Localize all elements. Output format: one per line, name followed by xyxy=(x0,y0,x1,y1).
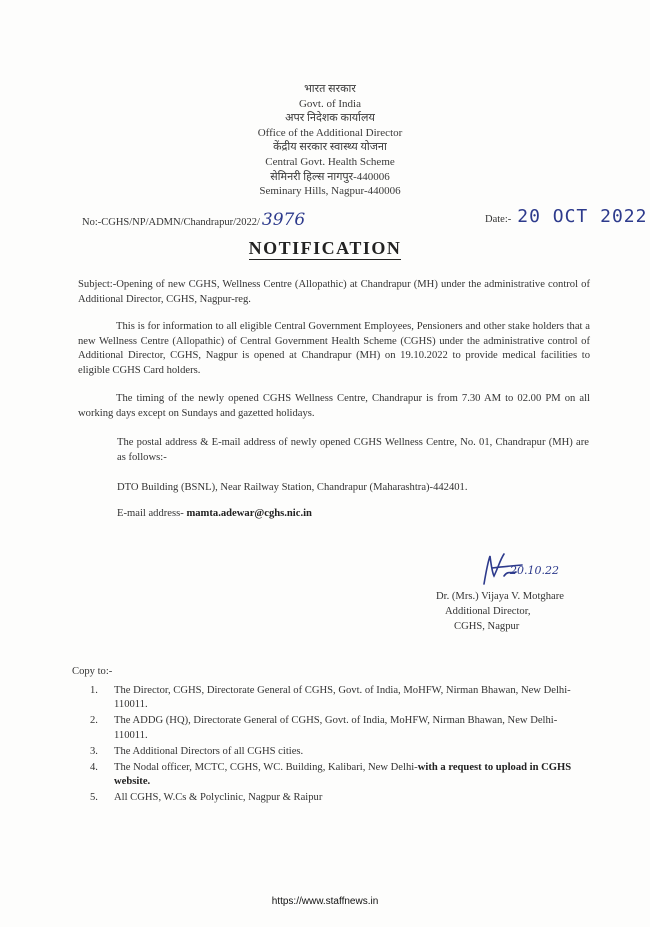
reference-number xyxy=(82,210,305,230)
list-item-number: 5. xyxy=(90,792,98,804)
footer-url: https://www.staffnews.in xyxy=(271,896,379,907)
document-title xyxy=(0,238,650,259)
title-text: NOTIFICATION xyxy=(248,238,402,258)
list-item xyxy=(90,684,590,712)
letterhead-line: Seminary Hills, Nagpur-440006 xyxy=(259,185,401,198)
list-item-text-plain: The Nodal officer, MCTC, CGHS, WC. Building, Kalibari, New Delhi- xyxy=(114,762,418,774)
letterhead-line: अपर निदेशक कार्यालय xyxy=(285,112,375,125)
date-stamp: 20 OCT 2022 xyxy=(517,206,648,227)
body-paragraph-1: This is for information to all eligible Central Government Employees, Pensioners and other stake holders that a new Wellness Centre (Allopathic) of Central Government Health Scheme (CGHS) under the administrative control of Additional Director, CGHS, Nagpur is opened at Chandrapur (MH) on 19.10.2022 to provide medical facilities to eligible CGHS Card holders. xyxy=(78,321,590,376)
copy-to-label: Copy to:- xyxy=(72,666,113,677)
email-label: E-mail address- xyxy=(117,508,184,519)
list-item-number: 2. xyxy=(90,715,98,727)
email-line xyxy=(117,507,597,522)
reference-handwritten: 3976 xyxy=(261,210,306,230)
list-item-text: All CGHS, W.Cs & Polyclinic, Nagpur & Raipur xyxy=(114,792,323,804)
subject-line xyxy=(78,278,590,307)
list-item-text xyxy=(114,761,590,789)
signature-date: 20.10.22 xyxy=(510,564,559,577)
list-item-number: 1. xyxy=(90,685,98,696)
list-item xyxy=(90,745,590,759)
date-line xyxy=(485,206,647,227)
letterhead-line: सेमिनरी हिल्स नागपुर-440006 xyxy=(270,170,390,183)
letterhead-line: Govt. of India xyxy=(298,97,361,110)
signatory-designation: Additional Director, xyxy=(445,606,531,617)
list-item-text-bold: with a request to upload in CGHS website. xyxy=(114,762,572,788)
list-item-text: The Additional Directors of all CGHS cities. xyxy=(114,745,304,757)
list-item-number: 4. xyxy=(90,762,98,774)
letterhead-line: भारत सरकार xyxy=(304,83,356,95)
list-item xyxy=(90,714,590,742)
subject-text: Opening of new CGHS, Wellness Centre (Allopathic) at Chandrapur (MH) under the administrative control of Additional Director, CGHS, Nagpur-reg. xyxy=(78,279,590,305)
list-item-text: The Director, CGHS, Directorate General of CGHS, Govt. of India, MoHFW, Nirman Bhawan, New Delhi-110011. xyxy=(114,685,571,711)
letterhead-line: Central Govt. Health Scheme xyxy=(265,155,395,168)
list-item-text: The ADDG (HQ), Directorate General of CGHS, Govt. of India, MoHFW, Nirman Bhawan, New Delhi-110011. xyxy=(114,715,558,741)
signatory-block xyxy=(436,589,564,634)
letterhead-line: Office of the Additional Director xyxy=(257,126,403,139)
date-label: Date:- xyxy=(485,214,512,225)
signatory-office: CGHS, Nagpur xyxy=(454,621,520,632)
list-item xyxy=(90,791,590,805)
postal-address: DTO Building (BSNL), Near Railway Station, Chandrapur (Maharashtra)-442401. xyxy=(117,482,468,493)
subject-label: Subject:- xyxy=(78,279,117,290)
email-address: mamta.adewar@cghs.nic.in xyxy=(186,508,312,519)
letterhead-line: केंद्रीय सरकार स्वास्थ्य योजना xyxy=(273,141,387,154)
reference-printed: No:-CGHS/NP/ADMN/Chandrapur/2022/ xyxy=(82,217,260,228)
list-item xyxy=(90,761,590,789)
handwritten-signature xyxy=(470,548,580,588)
body-paragraph-2: The timing of the newly opened CGHS Wellness Centre, Chandrapur is from 7.30 AM to 02.00 PM on all working days except on Sundays and gazetted holidays. xyxy=(78,393,590,419)
body-paragraph-3: The postal address & E-mail address of newly opened CGHS Wellness Centre, No. 01, Chandrapur (MH) are as follows:- xyxy=(117,437,589,463)
signatory-name: Dr. (Mrs.) Vijaya V. Motghare xyxy=(436,591,564,602)
copy-to-list xyxy=(90,684,590,808)
list-item-number: 3. xyxy=(90,745,98,757)
letterhead xyxy=(230,82,430,199)
